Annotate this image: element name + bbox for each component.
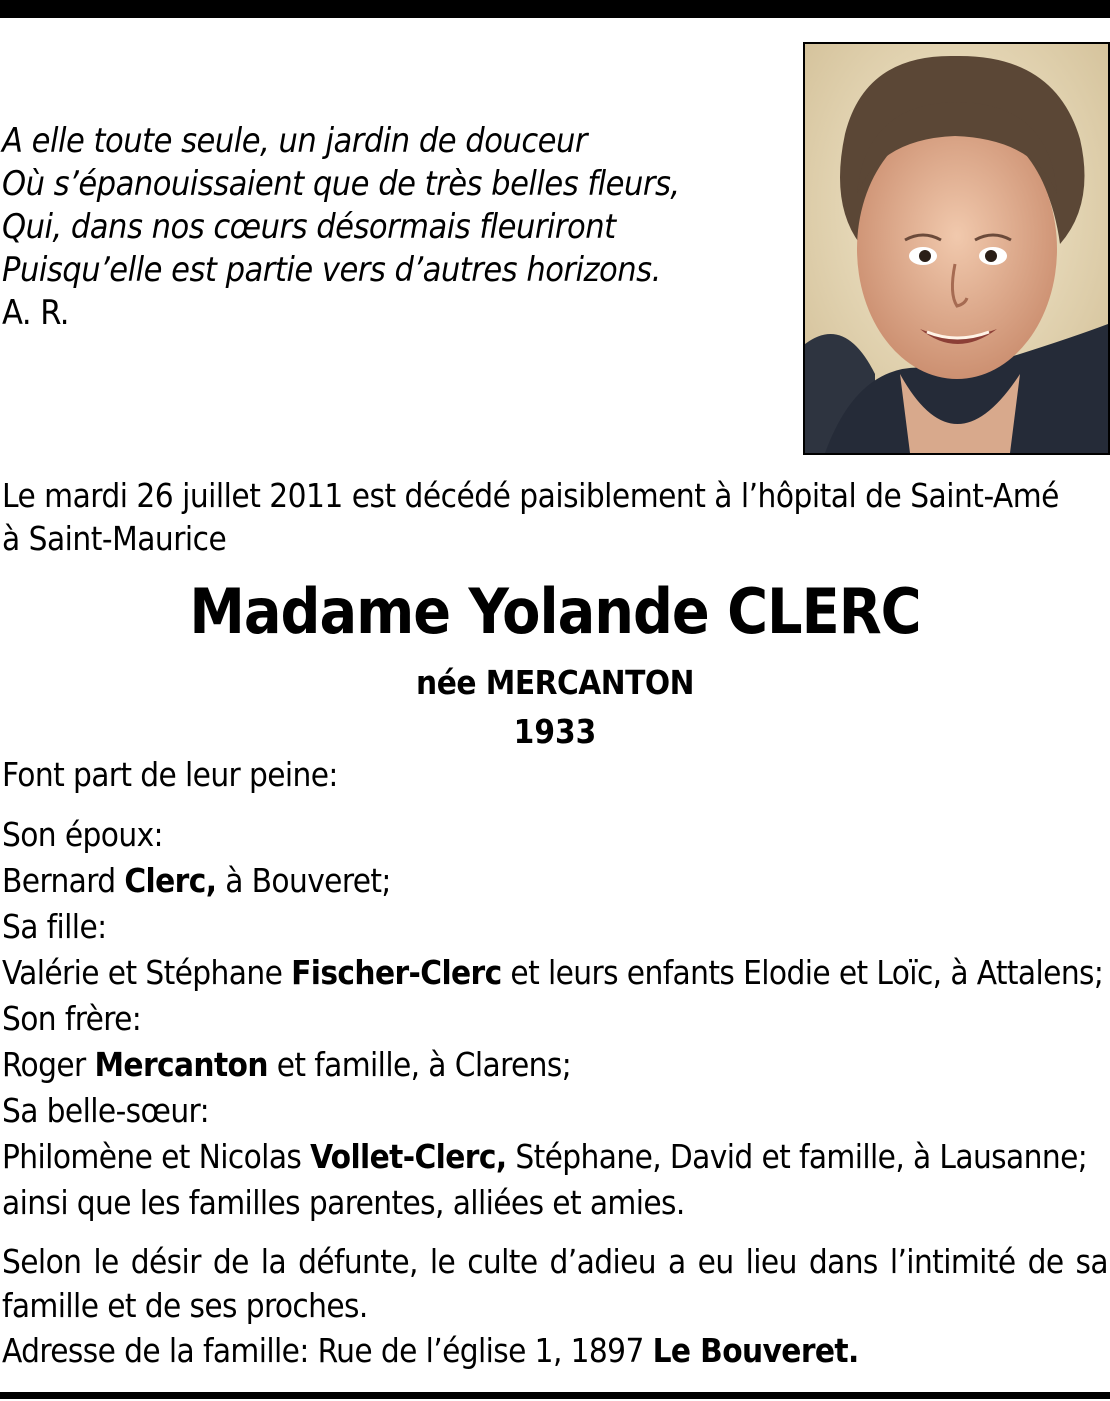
address-text: Adresse de la famille: Rue de l’église 1, 1897 <box>2 1331 653 1370</box>
relation-role: Son époux: <box>2 815 163 854</box>
announcement-line: à Saint-Maurice <box>2 519 227 558</box>
mourners-closing: ainsi que les familles parentes, alliées et amies. <box>2 1183 685 1222</box>
relation-name-text: Roger <box>2 1045 95 1084</box>
announcement-line: Le mardi 26 juillet 2011 est décédé paisiblement à l’hôpital de Saint-Amé <box>2 476 1059 515</box>
deceased-name: Madame Yolande CLERC <box>189 575 921 648</box>
poem-line: Qui, dans nos cœurs désormais fleuriront <box>2 207 616 247</box>
bottom-rule <box>0 1392 1110 1399</box>
relation-names <box>2 1134 1108 1180</box>
relation-place: Stéphane, David et famille, à Lausanne; <box>506 1137 1088 1176</box>
relation-role: Sa belle-sœur: <box>2 1091 209 1130</box>
relation-name-text: Philomène et Nicolas <box>2 1137 311 1176</box>
relation-name-text: Bernard <box>2 861 125 900</box>
portrait-photo <box>803 42 1110 455</box>
poem <box>2 120 762 335</box>
relation-names <box>2 858 1108 904</box>
family-surname: Mercanton <box>94 1045 268 1084</box>
family-surname: Fischer-Clerc <box>291 953 502 992</box>
family-surname: Clerc, <box>124 861 217 900</box>
relation-role: Sa fille: <box>2 907 107 946</box>
mourners-section <box>2 752 1108 1374</box>
address-town: Le Bouveret. <box>652 1331 859 1370</box>
relation-place: et famille, à Clarens; <box>267 1045 572 1084</box>
relation-place: à Bouveret; <box>216 861 391 900</box>
poem-line: Puisqu’elle est partie vers d’autres horizons. <box>2 250 661 290</box>
top-rule <box>0 0 1110 18</box>
maiden-name: née MERCANTON <box>416 663 694 702</box>
poem-line: A elle toute seule, un jardin de douceur <box>2 121 587 161</box>
birth-year: 1933 <box>513 712 597 751</box>
relation-names <box>2 1042 1108 1088</box>
relation-name-text: Valérie et Stéphane <box>2 953 292 992</box>
family-address <box>2 1328 1108 1374</box>
poem-signature: A. R. <box>2 293 69 333</box>
relation-names <box>2 950 1108 996</box>
poem-line: Où s’épanouissaient que de très belles fleurs, <box>2 164 680 204</box>
relation-role: Son frère: <box>2 999 142 1038</box>
service-notice: Selon le désir de la défunte, le culte d’adieu a eu lieu dans l’intimité de sa famille et de ses proches. <box>2 1242 1108 1325</box>
relation-place: et leurs enfants Elodie et Loïc, à Attalens; <box>501 953 1104 992</box>
mourners-intro: Font part de leur peine: <box>2 755 338 794</box>
spacer <box>2 798 1108 812</box>
spacer <box>2 1226 1108 1240</box>
family-surname: Vollet-Clerc, <box>310 1137 507 1176</box>
death-announcement <box>2 474 1108 560</box>
